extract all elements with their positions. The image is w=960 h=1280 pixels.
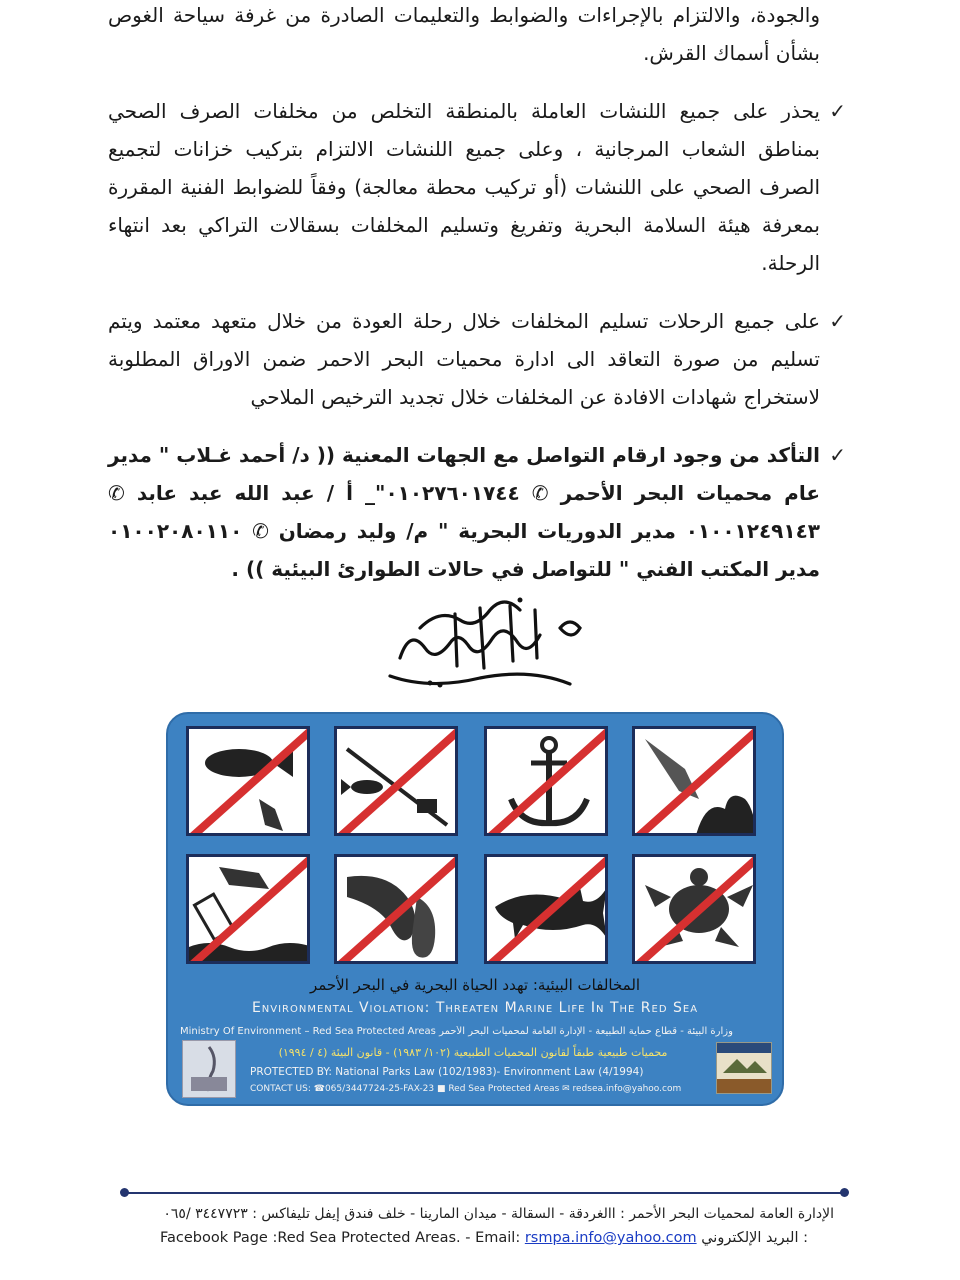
rule-dot-right [840,1188,849,1197]
poster-ministry-line [180,1026,770,1037]
check-icon: ✓ [829,99,846,123]
no-spearfishing-tile [334,726,458,836]
paragraph-diving-rules [108,0,820,72]
poster-law-arabic: محميات طبيعية طبقاً لقانون المحميات الطبيعية (١٠٢/ ١٩٨٣) - قانون البيئة (٤ / ١٩٩٤) [278,1046,668,1059]
footer-email-link[interactable]: rsmpa.info@yahoo.com [524,1230,697,1246]
poster-contact: CONTACT US: ☎065/3447724-25-FAX-23 ■ Red Sea Protected Areas ✉ redsea.info@yahoo.com [250,1084,682,1094]
poster-arabic-title: المخالفات البيئية: تهدد الحياة البحرية في البحر الأحمر [309,976,641,994]
environmental-violations-poster [166,712,784,1106]
paragraph-waste-delivery [108,302,846,416]
ministry-arabic: وزارة البيئة - قطاع حماية الطبيعة - الإدارة العامة لمحميات البحر الأحمر [439,1026,733,1037]
ministry-english: Ministry Of Environment – Red Sea Protected Areas [180,1026,436,1037]
check-icon: ✓ [829,443,846,467]
ministry-logo [182,1040,236,1098]
footer-contact-line [160,1230,808,1246]
paragraph-text: على جميع الرحلات تسليم المخلفات خلال رحلة العودة من خلال متعهد معتمد ويتم تسليم من صورة التعاقد الى ادارة محميات البحر الاحمر ضمن الاوراق المطلوبة لاستخراج شهادات الافادة عن المخلفات خلال تجديد الترخيص الملاحي [108,309,820,409]
paragraph-text: والجودة، والالتزام بالإجراءات والضوابط والتعليمات الصادرة من غرفة سياحة الغوص بشأن أسماك القرش. [108,3,820,65]
no-turtle-harming-tile [632,854,756,964]
poster-protected-by: PROTECTED BY: National Parks Law (102/1983)- Environment Law (4/1994) [250,1066,644,1078]
protectorates-logo [716,1042,772,1094]
poster-english-title: Environmental Violation: Threaten Marine Life In The Red Sea [251,1000,699,1016]
letter-body [108,0,846,588]
footer-facebook: Facebook Page :Red Sea Protected Areas. - Email: [160,1230,521,1246]
no-fishing-tile [186,726,310,836]
paragraph-contacts [108,436,846,588]
footer-address: الإدارة العامة لمحميات البحر الأحمر : االغردقة - السقالة - ميدان المارينا - خلف فندق إيفل تليفاكس : ٣٤٤٧٧٢٣ /٠٦٥ [163,1206,834,1222]
no-littering-tile [186,854,310,964]
thanks-calligraphy [360,588,600,698]
no-coral-touching-tile [632,726,756,836]
paragraph-text: التأكد من وجود ارقام التواصل مع الجهات المعنية (( د/ أحمد غـلاب " مدير عام محميات البحر الأحمر ✆ ٠١٠٢٧٦٠١٧٤٤"_ أ / عبد الله عبد عابد ✆ ٠١٠٠١٢٤٩١٤٣ مدير الدوريات البحرية " م/ وليد رمضان ✆ ٠١٠٠٢٠٨٠١١٠ مدير المكتب الفني " للتواصل في حالات الطوارئ البيئية )) . [108,443,820,581]
no-shark-harming-tile [484,854,608,964]
paragraph-sewage [108,92,846,282]
paragraph-text: يحذر على جميع اللنشات العاملة بالمنطقة التخلص من مخلفات الصرف الصحي بمناطق الشعاب المرجانية ، وعلى جميع اللنشات الالتزام بتركيب خزانات لتجميع الصرف الصحي على اللنشات (أو تركيب محطة معالجة) وفقاً للضوابط الفنية المقررة بمعرفة هيئة السلامة البحرية وتفريغ وتسليم المخلفات بسقالات التراكي بعد انتهاء الرحلة. [108,99,820,275]
no-sea-cucumber-collecting-tile [334,854,458,964]
footer-email-label: البريد الإلكتروني : [701,1230,809,1246]
no-anchoring-tile [484,726,608,836]
check-icon: ✓ [829,309,846,333]
footer-rule [124,1192,844,1194]
